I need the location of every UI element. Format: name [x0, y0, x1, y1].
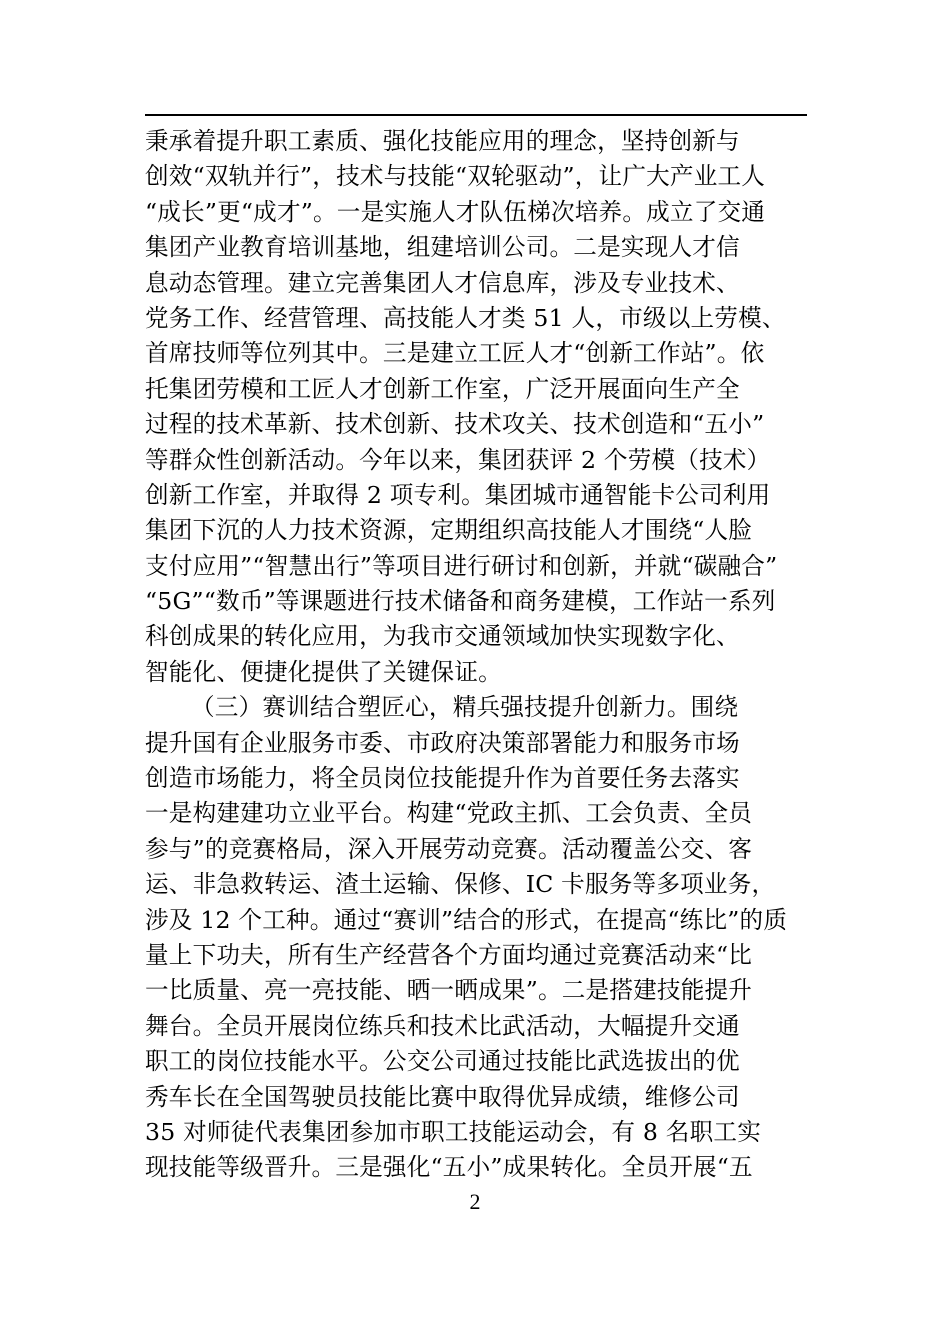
text-line: 息动态管理。建立完善集团人才信息库，涉及专业技术、 [145, 268, 740, 297]
text-line: 参与”的竞赛格局，深入开展劳动竞赛。活动覆盖公交、客 [145, 834, 753, 863]
text-line: 一比质量、亮一亮技能、晒一晒成果”。二是搭建技能提升 [145, 976, 753, 1005]
text-line: 35 对师徒代表集团参加市职工技能运动会，有 8 名职工实 [145, 1117, 761, 1146]
text-line: 党务工作、经营管理、高技能人才类 51 人，市级以上劳模、 [145, 303, 786, 332]
text-line: 首席技师等位列其中。三是建立工匠人才“创新工作站”。依 [145, 339, 765, 368]
text-line: 舞台。全员开展岗位练兵和技术比武活动，大幅提升交通 [145, 1011, 740, 1040]
text-line: 运、非急救转运、渣土运输、保修、IC 卡服务等多项业务， [145, 870, 776, 899]
text-line: 集团下沉的人力技术资源，定期组织高技能人才围绕“人脸 [145, 516, 753, 545]
text-line: 现技能等级晋升。三是强化“五小”成果转化。全员开展“五 [145, 1153, 753, 1182]
section-heading-line: （三）赛训结合塑匠心，精兵强技提升创新力。围绕 [191, 693, 739, 722]
text-line: “成长”更“成才”。一是实施人才队伍梯次培养。成立了交通 [145, 197, 766, 226]
text-line: 秉承着提升职工素质、强化技能应用的理念，坚持创新与 [145, 127, 740, 155]
text-line: 等群众性创新活动。今年以来，集团获评 2 个劳模（技术） [145, 445, 771, 474]
text-line: 创新工作室，并取得 2 项专利。集团城市通智能卡公司利用 [145, 480, 771, 509]
text-line: 集团产业教育培训基地，组建培训公司。二是实现人才信 [145, 233, 740, 262]
text-line: 一是构建建功立业平台。构建“党政主抓、工会负责、全员 [145, 799, 753, 828]
text-line: 过程的技术革新、技术创新、技术攻关、技术创造和“五小” [145, 410, 765, 439]
text-line: 科创成果的转化应用，为我市交通领域加快实现数字化、 [145, 622, 740, 651]
text-line: 涉及 12 个工种。通过“赛训”结合的形式，在提高“练比”的质 [145, 905, 788, 934]
text-line: 秀车长在全国驾驶员技能比赛中取得优异成绩，维修公司 [145, 1082, 740, 1111]
text-line: 职工的岗位技能水平。公交公司通过技能比武选拔出的优 [145, 1047, 740, 1076]
text-line: 支付应用”“智慧出行”等项目进行研讨和创新，并就“碳融合” [145, 551, 778, 580]
body-text [145, 124, 825, 1186]
text-line: 智能化、便捷化提供了关键保证。 [145, 657, 502, 686]
text-line: 提升国有企业服务市委、市政府决策部署能力和服务市场 [145, 728, 740, 757]
text-line: 创造市场能力，将全员岗位技能提升作为首要任务去落实 [145, 764, 740, 793]
text-line: 创效“双轨并行”，技术与技能“双轮驱动”，让广大产业工人 [145, 162, 766, 191]
page-number: 2 [469, 1189, 481, 1214]
header-rule [145, 114, 807, 116]
text-line: 托集团劳模和工匠人才创新工作室，广泛开展面向生产全 [145, 374, 740, 403]
text-line: 量上下功夫，所有生产经营各个方面均通过竞赛活动来“比 [145, 940, 753, 969]
text-line: “5G”“数币”等课题进行技术储备和商务建模，工作站一系列 [145, 587, 776, 616]
